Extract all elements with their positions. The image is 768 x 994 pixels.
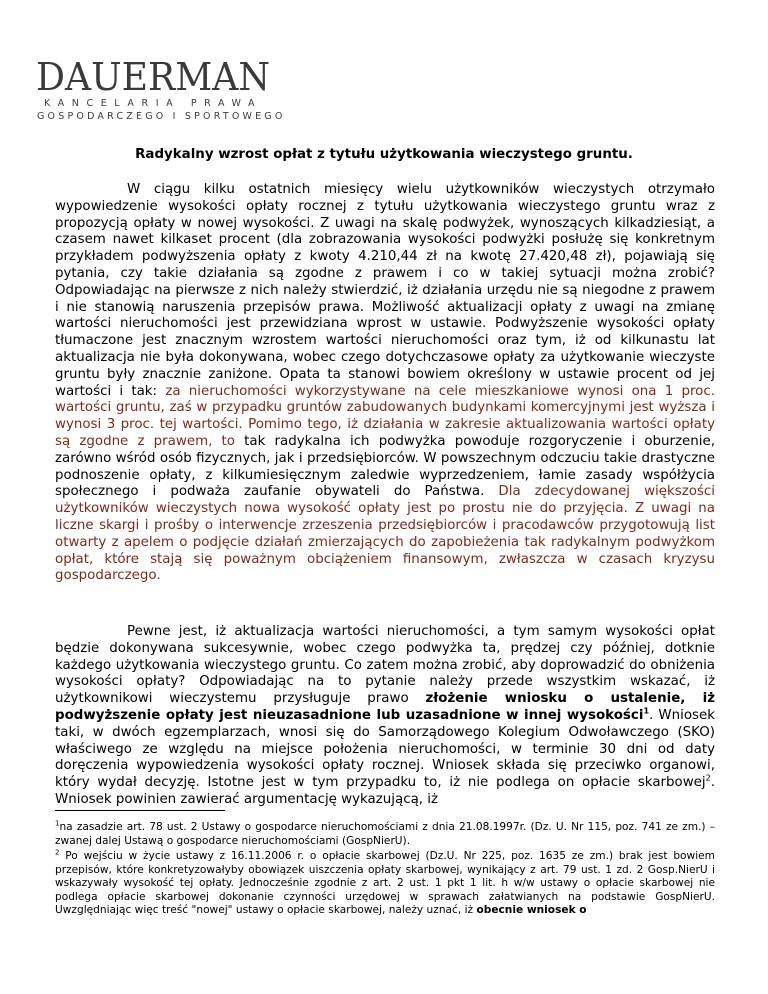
paragraph-2-text-a: Pewne jest, iż aktualizacja wartości nieruchomości, a tym samym wysokości opłat będzie dokonywana sukcesywnie, wobec czego podwyżka ta, prędzej czy później, dotknie każdego użytkowania wieczystego gruntu. Co zatem można zrobić, aby doprowadzić do obniżenia wysokości opłaty? Odpowiadając na to pytanie należy przede wszystkim wskazać, iż użytkownikowi wieczystemu przysługuje prawo: [55, 624, 715, 707]
footnote-ref-2[interactable]: 2: [705, 773, 711, 783]
paragraph-1-text-a: W ciągu kilku ostatnich miesięcy wielu użytkowników wieczystych otrzymało wypowiedzenie wysokości opłaty rocznej z tytułu użytkowania wieczystego gruntu wraz z propozycją opłaty w nowej wysokości. Z uwagi na skalę podwyżek, wynoszących kilkadziesiąt, a czasem nawet kilkaset procent (dla zobrazowania wysokości podwyżki posłużę się konkretnym przykładem podwyższenia opłaty z kwoty 4.210,44 zł na kwotę 27.420,48 zł), pojawiają się pytania, czy takie działania są zgodne z prawem i co w takiej sytuacji można zrobić? Odpowiadając na pierwsze z nich należy stwierdzić, iż działania urzędu nie są niegodne z prawem i nie stanowią naruszenia przepisów prawa. Możliwość aktualizacji opłaty z uwagi na zmianę wartości nieruchomości jest przewidziana wprost w ustawie. Podwyższenie wysokości opłaty tłumaczone jest znacznym wzrostem wartości nieruchomości oraz tym, iż od kilkunastu lat aktualizacja nie była dokonywana, wobec czego dotychczasowe opłaty za użytkowanie wieczyste gruntu były znacznie zaniżone. Opata ta stanowi bowiem określony w ustawie procent od jej wartości i tak:: [55, 182, 715, 399]
paragraph-2: [55, 624, 715, 809]
paragraph-2-text-c: . Wniosek powinien zawierać argumentację wykazującą, iż: [55, 775, 715, 807]
paragraph-1-highlight-1: za nieruchomości wykorzystywane na cele mieszkaniowe wynosi ona 1 proc. wartości gruntu, zaś w przypadku gruntów zabudowanych budynkami komercyjnymi jest wyższa i wynosi 3 proc. tej wartości. Pomimo tego, iż działania w zakresie aktualizowania wartości opłaty są zgodne z prawem, to: [55, 383, 715, 449]
paragraph-1-highlight-2: Dla zdecydowanej większości użytkowników wieczystych nowa wysokość opłaty jest po prostu nie do przyjęcia. Z uwagi na liczne skargi i prośby o interwencje zrzeszenia przedsiębiorców i pracodawców przygotowują list otwarty z apelem o podjęcie działań zmierzających do zapobieżenia tak radykalnym podwyżkom opłat, które stają się poważnym obciążeniem finansowym, zwłaszcza w czasach kryzysu gospodarczego.: [55, 484, 715, 584]
footnote-2-number: 2: [55, 848, 60, 857]
logo-line-1: KANCELARIA PRAWA: [44, 98, 263, 109]
footnote-ref-1[interactable]: 1: [643, 706, 650, 716]
paragraph-1: [55, 182, 715, 585]
footnote-1: [55, 821, 715, 848]
paragraph-2-text-b: . Wniosek taki, w dwóch egzemplarzach, wnosi się do Samorządowego Kolegium Odwoławczego (SKO) właściwego ze względu na miejsce położenia nieruchomości, w terminie 30 dni od daty doręczenia wypowiedzenia wysokości opłaty rocznej. Wniosek składa się przeciwko organowi, który wydał decyzję. Istotne jest w tym przypadku to, iż nie podlega on opłacie skarbowej: [55, 707, 716, 791]
footnote-2-text: Po wejściu w życie ustawy z 16.11.2006 r. o opłacie skarbowej (Dz.U. Nr 225, poz. 1635 ze zm.) brak jest bowiem przepisów, które konkretyzowałyby obowiązek uiszczenia opłaty skarbowej, wynikający z art. 79 ust. 1 zd. 2 Gosp.NierU i wskazywały wysokość tej opłaty. Jednocześnie zgodnie z art. 2 ust. 1 pkt 1 lit. h w/w ustawy o opłacie skarbowej nie podlega opłacie skarbowej dokonanie czynności urzędowej w sprawach załatwianych na podstawie GospNierU. Uwzględniając więc treść "nowej" ustawy o opłacie skarbowej, należy uznać, iż: [55, 850, 715, 917]
footnote-2-bold: obecnie wniosek o: [476, 904, 587, 917]
footnote-separator: [55, 810, 225, 811]
footnote-1-number: 1: [55, 819, 60, 828]
paragraph-1-text-b: tak radykalna ich podwyżka powoduje rozgoryczenie i oburzenie, zarówno wśród osób fizycznych, jak i przedsiębiorców. W powszechnym odczuciu takie drastyczne podnoszenie opłaty, z kilkumiesięcznym zaledwie wyprzedzeniem, łamie zasady współżycia społecznego i podważa zaufanie obywateli do Państwa.: [55, 433, 715, 500]
paragraph-2-bold: złożenie wniosku o ustalenie, iż podwyższenie opłaty jest nieuzasadnione lub uzasadnione w innej wysokości: [55, 691, 715, 723]
footnote-2: [55, 850, 715, 918]
logo-name: DAUERMAN: [36, 58, 270, 94]
document-title: Radykalny wzrost opłat z tytułu użytkowania wieczystego gruntu.: [135, 147, 633, 162]
company-logo: [34, 58, 286, 128]
logo-line-2: GOSPODARCZEGO I SPORTOWEGO: [37, 111, 286, 122]
logo-wordmark: [34, 58, 274, 94]
footnote-1-text: na zasadzie art. 78 ust. 2 Ustawy o gospodarce nieruchomościami z dnia 21.08.1997r. (Dz. U. Nr 115, poz. 741 ze zm.) – zwanej dalej Ustawą o gospodarce nieruchomościami (GospNierU).: [55, 821, 715, 847]
